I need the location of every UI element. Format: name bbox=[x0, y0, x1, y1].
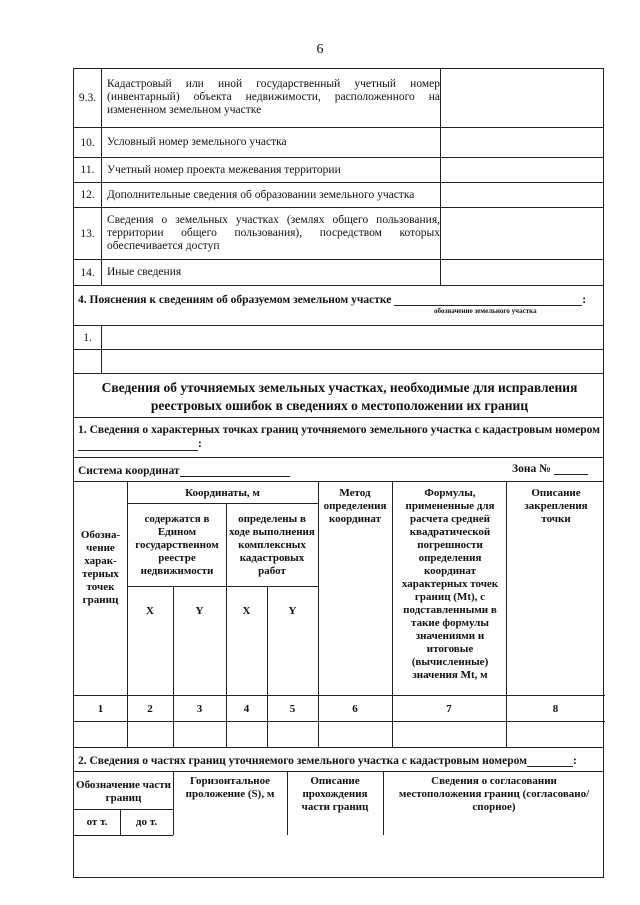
header-part-description: Описание прохождения части границ bbox=[301, 775, 369, 813]
row-number-empty bbox=[74, 350, 102, 373]
item-text: Учетный номер проекта межевания территории bbox=[107, 163, 341, 176]
zone-label: Зона № bbox=[512, 462, 588, 475]
item-row-11 bbox=[74, 157, 603, 182]
part2-header bbox=[74, 747, 603, 771]
header-x-egrn: X bbox=[146, 605, 154, 617]
item-number: 10. bbox=[74, 128, 102, 157]
item-number: 9.3. bbox=[74, 69, 102, 127]
coord-system-row bbox=[74, 457, 603, 481]
header-agreement: Сведения о согласовании местоположения границ (согласовано/спорное) bbox=[398, 775, 590, 813]
item-text: Дополнительные сведения об образовании земельного участка bbox=[107, 188, 415, 201]
col-number-1: 1 bbox=[97, 703, 104, 715]
col-number-6: 6 bbox=[352, 703, 358, 715]
col-number-2: 2 bbox=[147, 703, 153, 715]
item-text: Условный номер земельного участка bbox=[107, 136, 287, 148]
item-text: Сведения о земельных участках (землях общего пользования, территории общего пользования), посредством которых обеспечивается доступ bbox=[107, 214, 440, 252]
item-number: 14. bbox=[74, 260, 102, 285]
form-sheet bbox=[73, 68, 604, 878]
item-row-9-3 bbox=[74, 69, 603, 127]
header-fixing: Описание закрепления точки bbox=[524, 487, 588, 525]
part1-title: 1. Сведения о характерных точках границ уточняемого земельного участка с кадастровым номером : bbox=[78, 424, 600, 450]
coord-system-label: Система координат bbox=[78, 464, 290, 477]
col-number-4: 4 bbox=[243, 703, 250, 715]
part1-header bbox=[74, 417, 603, 457]
item-text: Кадастровый или иной государственный учетный номер (инвентарный) объекта недвижимости, расположенного на измененном земельном участке bbox=[107, 78, 440, 116]
item-number: 11. bbox=[74, 158, 102, 182]
col-number-5: 5 bbox=[289, 703, 296, 715]
header-method: Метод определения координат bbox=[323, 487, 387, 525]
header-cadastral: определены в ходе выполнения комплексных кадастровых работ bbox=[229, 513, 315, 577]
header-y-cadastral: Y bbox=[288, 605, 297, 617]
row-number: 1. bbox=[74, 326, 102, 349]
header-horizontal-length: Горизонтальное проложение (S), м bbox=[185, 775, 275, 800]
header-formulas: Формулы, примененные для расчета средней квадратической погрешности определения координат характерных точек границ (Mt), с подставленными в такие формулы значениями и итоговые (вычисленные) значения Mt, м bbox=[401, 487, 499, 681]
header-to-point: до т. bbox=[135, 816, 158, 828]
header-designation: Обозна- чение харак- терных точек границ bbox=[80, 529, 121, 606]
item-row-12 bbox=[74, 182, 603, 207]
header-part-designation: Обозначение части границ bbox=[76, 779, 171, 804]
item-row-13 bbox=[74, 207, 603, 259]
header-x-cadastral: X bbox=[242, 605, 251, 617]
page-number: 6 bbox=[316, 42, 324, 57]
section4-title: 4. Пояснения к сведениям об образуемом земельном участке : bbox=[78, 294, 587, 306]
part2-title: 2. Сведения о частях границ уточняемого земельного участка с кадастровым номером : bbox=[78, 755, 577, 767]
item-number: 12. bbox=[74, 183, 102, 207]
col-number-8: 8 bbox=[552, 703, 559, 715]
section4-row-2 bbox=[74, 349, 603, 373]
item-row-10 bbox=[74, 127, 603, 157]
item-number: 13. bbox=[74, 208, 102, 259]
header-egrn: содержатся в Едином государственном реестре недвижимости bbox=[135, 513, 219, 577]
main-title: Сведения об уточняемых земельных участках, необходимые для исправления реестровых ошибок в сведениях о местоположении их границ bbox=[101, 380, 578, 413]
section4-row-1 bbox=[74, 325, 603, 349]
col-number-7: 7 bbox=[446, 703, 452, 715]
value-column-divider bbox=[440, 69, 441, 285]
item-text: Иные сведения bbox=[107, 266, 182, 278]
header-coords: Координаты, м bbox=[185, 487, 260, 499]
header-from-point: от т. bbox=[86, 816, 108, 828]
col-number-3: 3 bbox=[196, 703, 203, 715]
section4-caption: обозначение земельного участка bbox=[434, 307, 537, 315]
section4-header bbox=[74, 285, 603, 325]
item-row-14 bbox=[74, 259, 603, 285]
header-y-egrn: Y bbox=[195, 605, 204, 617]
